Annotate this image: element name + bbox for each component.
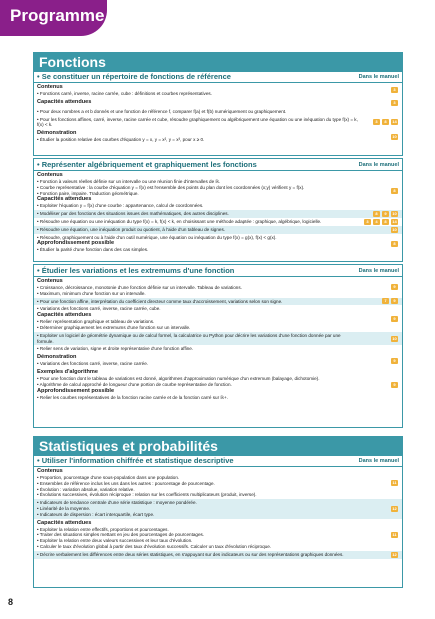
item: • Indicateurs de dispersion : écart interquartile, écart type.	[37, 511, 155, 517]
item: • Exploiter un logiciel de géométrie dynamique ou de calcul formel, la calculatrice ou Python pour décrire les variations d'une fonction donnée par une formule.	[37, 332, 341, 344]
page-ref[interactable]: 11	[392, 531, 397, 537]
section-title-fonctions: Fonctions	[33, 52, 403, 72]
heading-approfondissement: Approfondissement possible	[37, 240, 115, 247]
page-ref[interactable]: 10	[392, 335, 397, 341]
heading-contenus: Contenus	[37, 172, 63, 178]
banner-title: Programme	[10, 6, 105, 25]
page-ref[interactable]: 9	[382, 211, 389, 217]
page-ref[interactable]: 8	[373, 211, 380, 217]
subsection-title	[34, 265, 402, 277]
item: • Pour une fonction affine, interprétation du coefficient directeur comme taux d'accroissement, variations selon son signe.	[37, 298, 283, 304]
page-ref[interactable]: 9	[391, 284, 398, 290]
page-ref[interactable]: 7	[382, 298, 389, 304]
page-ref[interactable]: 8	[382, 119, 389, 125]
item: • Fonction à valeurs réelles définie sur un intervalle ou une réunion finie d'intervalles de ℝ.	[37, 179, 221, 184]
page-ref[interactable]: 8	[391, 241, 398, 247]
page-ref[interactable]: 3	[391, 87, 398, 93]
page-ref[interactable]: 3	[391, 100, 398, 106]
heading-contenus: Contenus	[37, 468, 63, 474]
item: • Exploiter l'équation y = f(x) d'une courbe : appartenance, calcul de coordonnées.	[37, 203, 204, 209]
item: • Variations des fonctions carré, inverse, racine carrée.	[37, 361, 149, 367]
dans-le-manuel: Dans le manuel	[358, 74, 399, 80]
heading-capacites: Capacités attendues	[37, 196, 92, 203]
dans-le-manuel: Dans le manuel	[358, 268, 399, 274]
item: • Pour deux nombres a et b donnés et une fonction de référence f, comparer f(a) et f(b) numériquement ou graphiquement.	[37, 108, 287, 114]
item: • Fonction paire, impaire. Traduction géométrique.	[37, 190, 139, 196]
block-information-chiffree	[33, 454, 403, 588]
page-ref[interactable]: 3	[373, 119, 380, 125]
item: • Variations des fonctions carré, inverse, racine carrée, cube.	[37, 306, 161, 312]
subsection-label: • Représenter algébriquement et graphiquement les fonctions	[37, 160, 257, 169]
page-ref[interactable]: 14	[392, 218, 397, 224]
item: • Ensembles de référence inclus les uns dans les autres : pourcentage de pourcentage.	[37, 480, 215, 486]
page-ref[interactable]: 9	[391, 382, 398, 388]
item: • Indicateurs de tendance centrale d'une série statistique : moyenne pondérée.	[37, 500, 197, 506]
item: • Maximum, minimum d'une fonction sur un intervalle.	[37, 290, 146, 296]
page-ref[interactable]: 10	[392, 226, 397, 232]
item: • Calculer le taux d'évolution global à partir des taux d'évolution successifs. Calculer un taux d'évolution réciproque.	[37, 543, 272, 549]
heading-contenus: Contenus	[37, 278, 63, 284]
page-number: 8	[8, 597, 14, 607]
item: • Résoudre une équation ou une inéquation du type f(x) = k, f(x) < k, en choisissant une méthode adaptée : graphique, algébrique, logicielle.	[37, 218, 322, 224]
subsection-label: • Utiliser l'information chiffrée et statistique descriptive	[37, 456, 234, 465]
page-ref[interactable]: 4	[373, 219, 380, 225]
heading-capacites: Capacités attendues	[37, 519, 92, 526]
subsection-label: • Se constituer un répertoire de fonctions de référence	[37, 72, 231, 81]
item: • Traiter des situations simples mettant en jeu des pourcentages de pourcentages.	[37, 532, 205, 538]
page-ref[interactable]: 10	[392, 133, 397, 139]
item: • Résoudre, graphiquement ou à l'aide d'un outil numérique, une équation ou inéquation du type f(x) = g(x), f(x) < g(x).	[37, 234, 277, 240]
heading-algorithme: Exemples d'algorithme	[37, 368, 99, 375]
item: • Proportion, pourcentage d'une sous-population dans une population.	[37, 475, 180, 480]
item: • Relier les courbes représentatives de la fonction racine carrée et de la fonction carré sur ℝ+.	[37, 394, 229, 400]
programme-banner	[0, 0, 107, 36]
subsection-title	[34, 159, 402, 171]
page-ref[interactable]: 9	[391, 298, 398, 304]
page-ref[interactable]: 8	[382, 219, 389, 225]
dans-le-manuel: Dans le manuel	[358, 458, 399, 464]
item: • Fonctions carré, inverse, racine carrée, cube : définitions et courbes représentatives.	[37, 91, 212, 96]
section-title-statistiques: Statistiques et probabilités	[33, 436, 403, 456]
subsection-label: • Étudier les variations et les extremums d'une fonction	[37, 266, 235, 275]
item: • Étudier la parité d'une fonction dans des cas simples.	[37, 247, 149, 253]
item: • Relier représentation graphique et tableau de variations.	[37, 319, 155, 325]
block-variations	[33, 264, 403, 428]
page-refs	[391, 87, 398, 93]
item: • Étudier la position relative des courbes d'équation y = x, y = x², y = x³, pour x ≥ 0.	[37, 137, 205, 143]
item: • Linéarité de la moyenne.	[37, 505, 91, 511]
page-ref[interactable]: 10	[392, 211, 397, 217]
item: • Déterminer graphiquement les extremums d'une fonction sur un intervalle.	[37, 324, 191, 330]
item: • Algorithme de calcul approché de longueur d'une portion de courbe représentative de fonction.	[37, 381, 232, 387]
item: • Évolution : variation absolue, variation relative.	[37, 486, 135, 492]
heading-approfondissement: Approfondissement possible	[37, 387, 115, 394]
item: • Exploiter la relation entre deux valeurs successives et leur taux d'évolution.	[37, 538, 193, 544]
item: • Décrire verbalement les différences entre deux séries statistiques, en s'appuyant sur des indicateurs ou sur des représentations graphiques données.	[37, 551, 344, 557]
heading-demonstration: Démonstration	[37, 354, 77, 361]
item: • Évolutions successives, évolution réciproque : relation sur les coefficients multiplicateurs (produit, inverse).	[37, 492, 257, 498]
page-ref[interactable]: 3	[364, 219, 371, 225]
page-ref[interactable]: 9	[391, 316, 398, 322]
item: • Relier sens de variation, signe et droite représentative d'une fonction affine.	[37, 346, 194, 352]
item: • Modéliser par des fonctions des situations issues des mathématiques, des autres disciplines.	[37, 211, 229, 217]
heading-capacites: Capacités attendues	[37, 312, 92, 319]
heading-demonstration: Démonstration	[37, 130, 77, 137]
dans-le-manuel: Dans le manuel	[358, 162, 399, 168]
page-ref[interactable]: 12	[392, 505, 397, 511]
page-ref[interactable]: 11	[392, 480, 397, 486]
item: • Croissance, décroissance, monotonie d'une fonction définie sur un intervalle. Tableau de variations.	[37, 285, 242, 290]
heading-contenus: Contenus	[37, 84, 63, 90]
item: • Pour les fonctions affines, carré, inverse, racine carrée et cube, résoudre graphiquement ou algébriquement une équation ou une inéquation du type f(x) = k, f(x) < k.	[37, 116, 358, 128]
page-ref[interactable]: 12	[392, 551, 397, 557]
subsection-title	[34, 71, 402, 83]
page-ref[interactable]: 8	[391, 188, 398, 194]
item: • Pour une fonction dont le tableau de variations est donné, algorithmes d'approximation numérique d'un extremum (balayage, dichotomie).	[37, 375, 320, 381]
block-repertoire	[33, 70, 403, 156]
heading-capacites: Capacités attendues	[37, 98, 92, 105]
block-representer	[33, 158, 403, 262]
page-ref[interactable]: 9	[391, 358, 398, 364]
item: • Exploiter la relation entre effectifs, proportions et pourcentages.	[37, 526, 169, 532]
item: • Courbe représentative : la courbe d'équation y = f(x) est l'ensemble des points du plan dont les coordonnées (x;y) vérifient y = f(x).	[37, 184, 305, 190]
item: • Résoudre une équation, une inéquation produit ou quotient, à l'aide d'un tableau de signes.	[37, 226, 226, 232]
page-ref[interactable]: 14	[392, 119, 397, 125]
subsection-title	[34, 455, 402, 467]
